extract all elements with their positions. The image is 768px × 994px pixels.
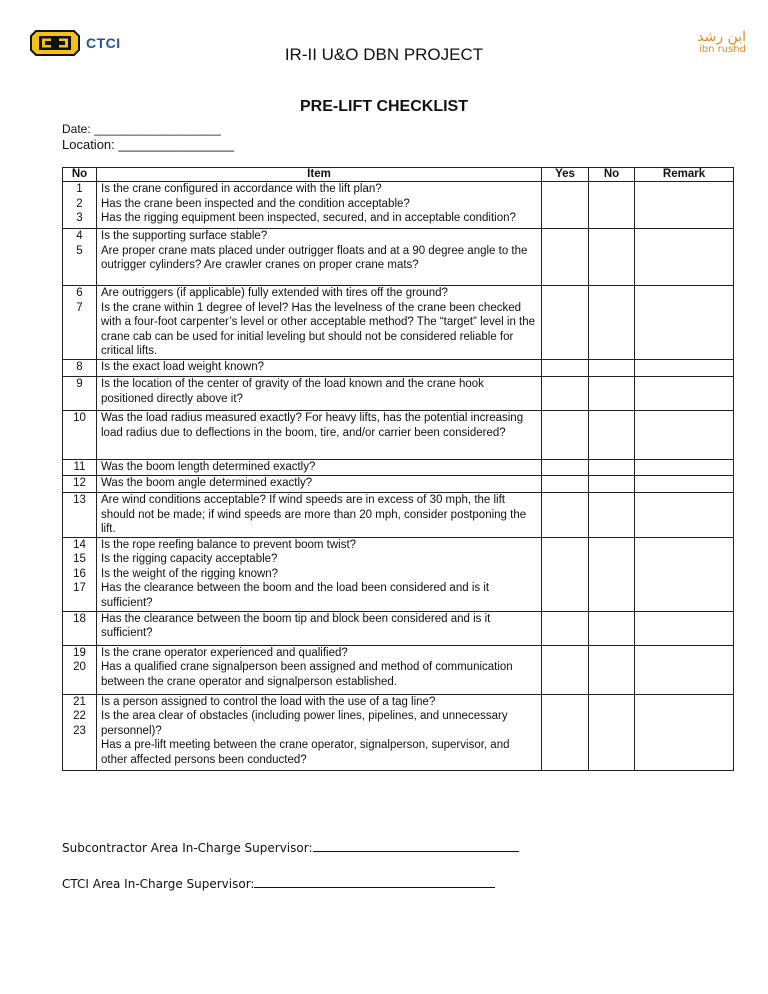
yes-cell[interactable] bbox=[542, 694, 589, 770]
location-field: Location: ________________ bbox=[62, 137, 235, 152]
remark-cell[interactable] bbox=[635, 537, 734, 611]
no-cell bbox=[63, 182, 97, 229]
remark-cell[interactable] bbox=[635, 493, 734, 538]
no-answer-cell[interactable] bbox=[589, 377, 635, 411]
item-text: Are proper crane mats placed under outrigger floats and at a 90 degree angle to the outrigger cylinders? Are crawler cranes on proper crane mats? bbox=[101, 244, 528, 271]
item-number: 4 bbox=[76, 230, 83, 242]
item-number: 11 bbox=[73, 461, 86, 473]
item-number: 19 bbox=[73, 646, 86, 659]
table-row bbox=[63, 537, 734, 611]
item-number: 23 bbox=[73, 724, 86, 737]
item-number: 1 bbox=[76, 183, 83, 195]
yes-cell[interactable] bbox=[542, 476, 589, 493]
table-row bbox=[63, 360, 734, 377]
table-row bbox=[63, 694, 734, 770]
item-text: Was the load radius measured exactly? For heavy lifts, has the potential increasing load radius due to deflections in the boom, tire, and/or carrier been considered? bbox=[101, 412, 524, 439]
item-text: Has a qualified crane signalperson been assigned and method of communication between the crane operator and signalperson established. bbox=[101, 661, 513, 688]
item-number: 21 bbox=[73, 695, 86, 708]
table-row bbox=[63, 645, 734, 694]
header-yes: Yes bbox=[542, 168, 589, 182]
yes-cell[interactable] bbox=[542, 360, 589, 377]
item-cell bbox=[97, 286, 542, 360]
no-answer-cell[interactable] bbox=[589, 411, 635, 460]
no-answer-cell[interactable] bbox=[589, 493, 635, 538]
item-cell bbox=[97, 537, 542, 611]
yes-cell[interactable] bbox=[542, 537, 589, 611]
remark-cell[interactable] bbox=[635, 360, 734, 377]
item-cell bbox=[97, 645, 542, 694]
item-text: Is the weight of the rigging known? bbox=[101, 567, 279, 580]
no-cell bbox=[63, 377, 97, 411]
ctci-logo-text: CTCI bbox=[86, 35, 121, 51]
item-number: 10 bbox=[73, 412, 86, 424]
item-text: Has a pre-lift meeting between the crane operator, signalperson, supervisor, and other affected persons been conducted? bbox=[101, 739, 510, 766]
item-text: Are outriggers (if applicable) fully extended with tires off the ground? bbox=[101, 287, 448, 299]
item-text: Is the location of the center of gravity of the load known and the crane hook positioned directly above it? bbox=[101, 378, 484, 405]
ctci-label: CTCI Area In-Charge Supervisor: bbox=[62, 877, 255, 891]
item-cell bbox=[97, 411, 542, 460]
no-answer-cell[interactable] bbox=[589, 537, 635, 611]
ctci-signature bbox=[62, 875, 495, 891]
remark-cell[interactable] bbox=[635, 286, 734, 360]
no-cell bbox=[63, 493, 97, 538]
item-text: Was the boom angle determined exactly? bbox=[101, 477, 313, 489]
subcontractor-label: Subcontractor Area In-Charge Supervisor: bbox=[62, 841, 313, 855]
item-number: 7 bbox=[76, 301, 83, 314]
yes-cell[interactable] bbox=[542, 611, 589, 645]
header-item: Item bbox=[97, 168, 542, 182]
no-answer-cell[interactable] bbox=[589, 645, 635, 694]
yes-cell[interactable] bbox=[542, 286, 589, 360]
item-cell bbox=[97, 360, 542, 377]
remark-cell[interactable] bbox=[635, 694, 734, 770]
no-cell bbox=[63, 476, 97, 493]
item-number: 3 bbox=[76, 212, 83, 224]
remark-cell[interactable] bbox=[635, 611, 734, 645]
item-number: 8 bbox=[76, 361, 83, 373]
remark-cell[interactable] bbox=[635, 229, 734, 286]
no-cell bbox=[63, 645, 97, 694]
no-cell bbox=[63, 286, 97, 360]
remark-cell[interactable] bbox=[635, 182, 734, 229]
item-cell bbox=[97, 694, 542, 770]
table-row bbox=[63, 460, 734, 476]
no-cell bbox=[63, 537, 97, 611]
table-row bbox=[63, 286, 734, 360]
item-text: Is the crane within 1 degree of level? Has the levelness of the crane been checked with a four-foot carpenter’s level or other acceptable method? The “target” level in the crane cab can be used for initial leveling but should not be considered reliable for critical lifts. bbox=[101, 301, 536, 357]
item-text: Is the exact load weight known? bbox=[101, 361, 265, 373]
table-row bbox=[63, 611, 734, 645]
item-cell bbox=[97, 476, 542, 493]
item-text: Is the area clear of obstacles (including power lines, pipelines, and unnecessary personnel)? bbox=[101, 710, 508, 737]
no-cell bbox=[63, 611, 97, 645]
table-row bbox=[63, 229, 734, 286]
item-text: Was the boom length determined exactly? bbox=[101, 461, 316, 473]
item-text: Is the crane operator experienced and qualified? bbox=[101, 646, 348, 659]
remark-cell[interactable] bbox=[635, 377, 734, 411]
ctci-signature-line[interactable] bbox=[254, 875, 495, 888]
item-text: Has the clearance between the boom tip and block been considered and is it sufficient? bbox=[101, 612, 491, 639]
yes-cell[interactable] bbox=[542, 377, 589, 411]
yes-cell[interactable] bbox=[542, 460, 589, 476]
no-answer-cell[interactable] bbox=[589, 286, 635, 360]
item-number: 6 bbox=[76, 287, 83, 299]
table-row bbox=[63, 493, 734, 538]
item-number: 17 bbox=[73, 582, 86, 594]
item-text: Has the rigging equipment been inspected, secured, and in acceptable condition? bbox=[101, 212, 516, 224]
no-cell bbox=[63, 694, 97, 770]
item-number: 13 bbox=[73, 494, 86, 506]
item-text: Is the rope reefing balance to prevent boom twist? bbox=[101, 538, 357, 551]
no-answer-cell[interactable] bbox=[589, 460, 635, 476]
yes-cell[interactable] bbox=[542, 182, 589, 229]
item-text: Is the supporting surface stable? bbox=[101, 230, 268, 242]
item-text: Has the crane been inspected and the condition acceptable? bbox=[101, 197, 410, 210]
remark-cell[interactable] bbox=[635, 645, 734, 694]
header-row bbox=[63, 168, 734, 182]
no-cell bbox=[63, 460, 97, 476]
project-title: IR-II U&O DBN PROJECT bbox=[284, 45, 484, 64]
item-text: Is a person assigned to control the load with the use of a tag line? bbox=[101, 695, 436, 708]
item-text: Is the crane configured in accordance with the lift plan? bbox=[101, 183, 382, 195]
remark-cell[interactable] bbox=[635, 476, 734, 493]
yes-cell[interactable] bbox=[542, 645, 589, 694]
table-row bbox=[63, 182, 734, 229]
item-text: Has the clearance between the boom and the load been considered and is it sufficient? bbox=[101, 582, 490, 609]
date-field: Date: ___________________ bbox=[62, 122, 221, 136]
checklist-table bbox=[62, 167, 734, 771]
item-cell bbox=[97, 229, 542, 286]
no-answer-cell[interactable] bbox=[589, 182, 635, 229]
yes-cell[interactable] bbox=[542, 411, 589, 460]
item-number: 5 bbox=[76, 244, 83, 257]
item-number: 20 bbox=[73, 661, 86, 673]
ibn-rushd-arabic: ابن رشد bbox=[697, 29, 746, 45]
no-cell bbox=[63, 360, 97, 377]
header-remark: Remark bbox=[635, 168, 734, 182]
remark-cell[interactable] bbox=[635, 460, 734, 476]
item-cell bbox=[97, 182, 542, 229]
item-cell bbox=[97, 460, 542, 476]
item-number: 18 bbox=[73, 612, 86, 625]
item-number: 16 bbox=[73, 567, 86, 580]
item-number: 14 bbox=[73, 538, 86, 551]
item-number: 9 bbox=[76, 378, 83, 390]
form-title: PRE-LIFT CHECKLIST bbox=[300, 98, 468, 115]
item-text: Are wind conditions acceptable? If wind speeds are in excess of 30 mph, the lift should not be made; if wind speeds are more than 20 mph, consider postponing the lift. bbox=[101, 494, 527, 535]
no-answer-cell[interactable] bbox=[589, 476, 635, 493]
item-cell bbox=[97, 377, 542, 411]
table-row bbox=[63, 476, 734, 493]
remark-cell[interactable] bbox=[635, 411, 734, 460]
yes-cell[interactable] bbox=[542, 493, 589, 538]
no-answer-cell[interactable] bbox=[589, 360, 635, 377]
table-row bbox=[63, 411, 734, 460]
item-text: Is the rigging capacity acceptable? bbox=[101, 553, 278, 565]
no-cell bbox=[63, 411, 97, 460]
ibn-rushd-english: ibn rushd bbox=[699, 44, 746, 55]
yes-cell[interactable] bbox=[542, 229, 589, 286]
header-no-answer: No bbox=[589, 168, 635, 182]
item-number: 12 bbox=[73, 477, 86, 489]
header-no: No bbox=[63, 168, 97, 182]
table-row bbox=[63, 377, 734, 411]
item-number: 2 bbox=[76, 197, 83, 210]
subcontractor-signature bbox=[62, 839, 519, 855]
item-number: 22 bbox=[73, 710, 86, 722]
item-cell bbox=[97, 493, 542, 538]
item-cell bbox=[97, 611, 542, 645]
no-answer-cell[interactable] bbox=[589, 694, 635, 770]
item-number: 15 bbox=[73, 553, 86, 565]
no-cell bbox=[63, 229, 97, 286]
no-answer-cell[interactable] bbox=[589, 229, 635, 286]
subcontractor-signature-line[interactable] bbox=[313, 839, 519, 852]
no-answer-cell[interactable] bbox=[589, 611, 635, 645]
